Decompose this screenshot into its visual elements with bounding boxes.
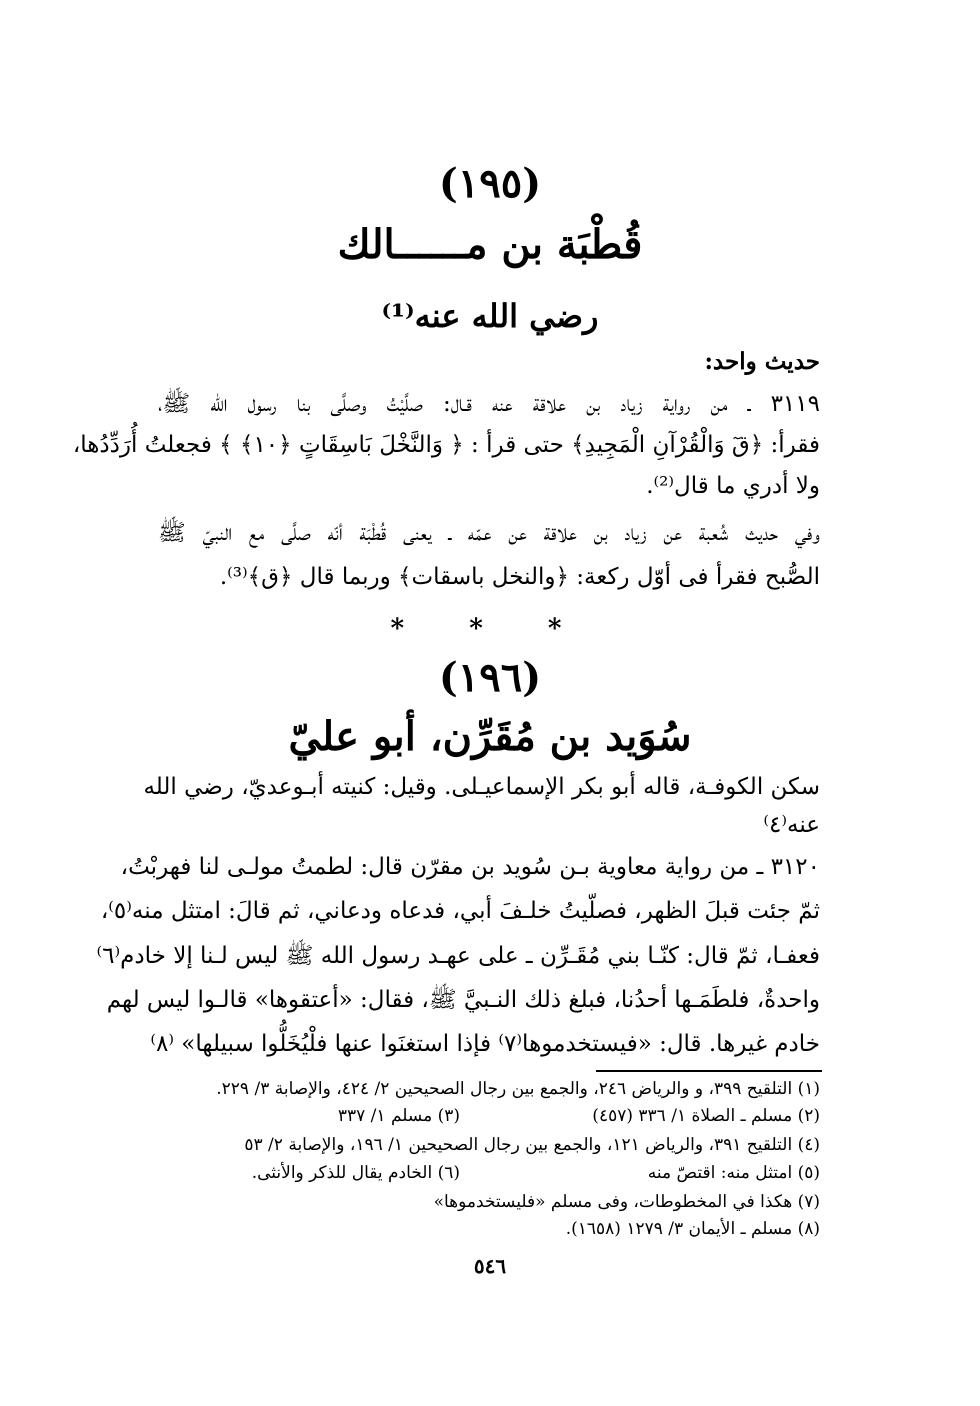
hadith-3119-line-4: وفي حديث شُعبة عن زياد بن علاقة عن عمّه ـ يعنى قُطْبَة أنّه صلَّى مع النبيّ ﷺ [158,520,820,546]
page-number: ٥٤٦ [473,1254,507,1278]
hadith-3120-line-3: فعفـا، ثمّ قال: كنّـا بني مُقَـرِّن ـ على عهـد رسول الله ﷺ ليس لـنا إلا خادم⁽٦⁾ [96,943,820,969]
footnote-5: (٥) امتثل منه: اقتصّ منه [647,1163,820,1183]
hadith-3119-line-2: فقرأ: ﴿قٓ وَالْقُرْآنِ الْمَجِيدِ﴾ حتى قرأ : ﴿ وَالنَّخْلَ بَاسِقَاتٍ ﴿١٠﴾ ﴾ فجعلتُ أُرَدِّدُها، [72,432,820,458]
intro-196-line-1: سكن الكوفـة، قاله أبو بكر الإسماعيـلى. وقيل: كنيته أبـوعديّ، رضي الله [143,774,820,800]
footnote-row-2-3 [150,1104,820,1128]
hadith-3120-line-4: واحدةٌ، فلطَمَـها أحدُنا، فبلغ ذلك النـبيَّ ﷺ، فقال: «أعتقوها» قالـوا ليس لهم [106,987,820,1013]
intro-196-line-2: عنه⁽٤⁾ [763,812,820,838]
footnote-row-5-6 [150,1161,820,1185]
footnote-8: (٨) مسلم ـ الأيمان ٣/ ١٢٧٩ (١٦٥٨). [565,1219,820,1239]
footnote-3: (٣) مسلم ١/ ٣٣٧ [337,1106,460,1126]
footnote-6: (٦) الخادم يقال للذكر والأنثى. [251,1163,460,1183]
hadith-heading: حديث واحد: [704,348,820,375]
footnote-1: (١) التلقيح ٣٩٩، و والرياض ٢٤٦، والجمع بين رجال الصحيحين ٢/ ٤٢٤، والإصابة ٣/ ٢٢٩. [216,1079,820,1099]
footnote-4: (٤) التلقيح ٣٩١، والرياض ١٢١، والجمع بين رجال الصحيحين ١/ ١٩٦، والإصابة ٢/ ٥٣ [244,1135,820,1155]
hadith-3119-line-1: ٣١١٩ ـ من رواية زياد بن علاقة عنه قـال: صلَّيْتُ وصلَّى بنا رسول الله ﷺ، [158,391,820,417]
hadith-3120-line-5: خادم غيرها. قال: «فيستخدموها⁽٧⁾ فإذا استغنَوا عنها فلْيُخَلُّوا سبيلها» ⁽٨⁾ [150,1031,820,1057]
section-number-196: (١٩٦) [438,654,542,701]
footnote-separator [596,1070,822,1072]
section-title-qutba: قُطْبَة بن مــــــالك [337,221,643,268]
footnote-7: (٧) هكذا في المخطوطات، وفى مسلم «فليستخدموها» [433,1192,820,1212]
hadith-3120-line-1: ٣١٢٠ ـ من رواية معاوية بـن سُويد بن مقرّن قال: لطمتُ مولـى لنا فهربْتُ، [120,854,820,880]
section-subtitle-radi: رضي الله عنه⁽¹⁾ [381,297,599,335]
footnote-2: (٢) مسلم ـ الصلاة ١/ ٣٣٦ (٤٥٧) [592,1106,820,1126]
section-separator-stars: * * * [390,614,590,644]
section-title-suwaid: سُوَيد بن مُقَرِّن، أبو عليّ [288,713,692,760]
hadith-3119-line-5: الصُّبح فقرأ فى أوّل ركعة: ﴿والنخل باسقات﴾ وربما قال ﴿ق﴾⁽³⁾. [219,564,820,590]
section-number-195: (١٩٥) [438,160,542,207]
hadith-3120-line-2: ثمّ جئت قبلَ الظهر، فصلّيتُ خلـفَ أبي، فدعاه ودعاني، ثم قالَ: امتثل منه⁽٥⁾، [100,898,820,924]
hadith-3119-line-3: ولا أدري ما قال⁽²⁾. [646,473,820,499]
